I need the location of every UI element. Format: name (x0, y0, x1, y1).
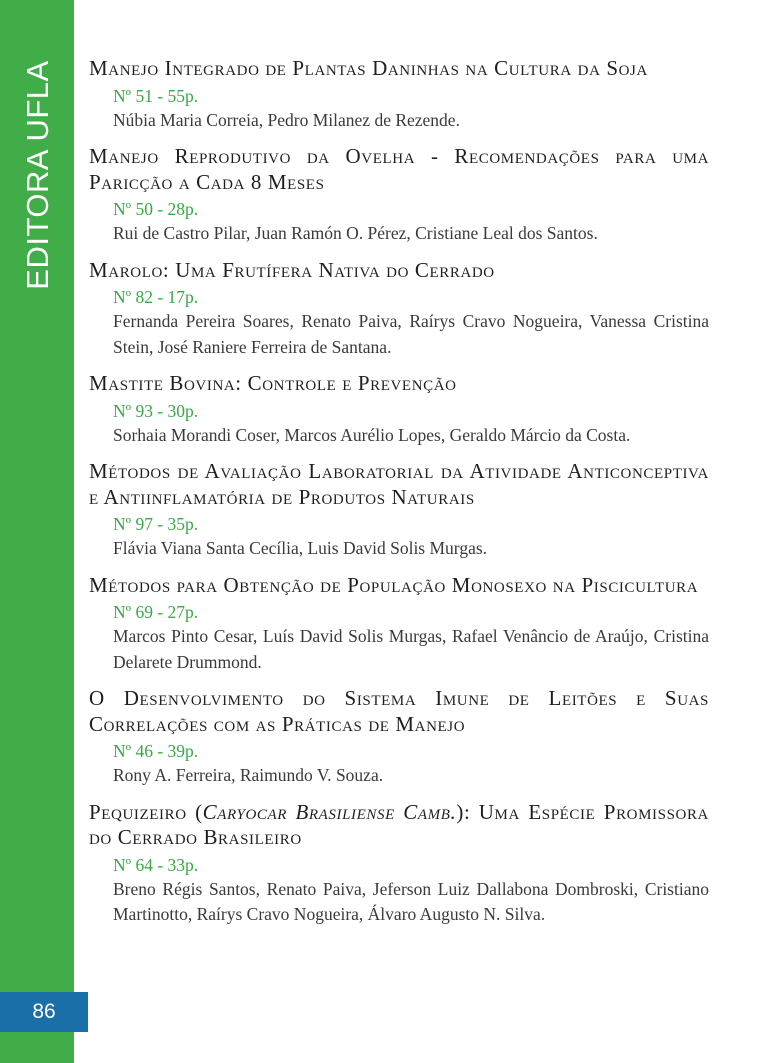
entry-title-start: Pequizeiro ( (89, 799, 203, 824)
entry-authors: Fernanda Pereira Soares, Renato Paiva, Raírys Cravo Nogueira, Vanessa Cristina Stein, José Raniere Ferreira de Santana. (113, 311, 709, 357)
entry-number: Nº 50 - 28p. (113, 199, 199, 219)
entry-number: Nº 46 - 39p. (113, 741, 199, 761)
entry-authors: Marcos Pinto Cesar, Luís David Solis Murgas, Rafael Venâncio de Araújo, Cristina Delarete Drummond. (113, 626, 709, 672)
entry-title-end: ): Uma Espécie Promissora do Cerrado Brasileiro (89, 799, 709, 849)
catalog-entry (89, 800, 709, 928)
entry-title: Manejo Integrado de Plantas Daninhas na Cultura da Soja (89, 56, 648, 80)
entry-number: Nº 97 - 35p. (113, 514, 199, 534)
entry-title: Métodos para Obtenção de População Monosexo na Piscicultura (89, 572, 699, 597)
entry-authors: Rui de Castro Pilar, Juan Ramón O. Pérez, Cristiane Leal dos Santos. (113, 223, 598, 243)
entry-title (89, 800, 709, 851)
catalog-entry (89, 686, 709, 789)
entry-title: Manejo Reprodutivo da Ovelha - Recomendações para uma Paricção a Cada 8 Meses (89, 144, 709, 194)
entry-title: Métodos de Avaliação Laboratorial da Atividade Anticonceptiva e Antiinflamatória de Produtos Naturais (89, 459, 709, 509)
entry-title: Marolo: Uma Frutífera Nativa do Cerrado (89, 257, 495, 282)
entry-number: Nº 82 - 17p. (113, 287, 199, 307)
catalog-list (89, 56, 709, 939)
entry-authors: Sorhaia Morandi Coser, Marcos Aurélio Lopes, Geraldo Márcio da Costa. (113, 424, 631, 445)
entry-authors: Flávia Viana Santa Cecília, Luis David Solis Murgas. (113, 538, 488, 558)
entry-number: Nº 64 - 33p. (113, 854, 199, 875)
entry-authors: Rony A. Ferreira, Raimundo V. Souza. (113, 765, 384, 785)
sidebar-title: EDITORA UFLA (20, 60, 55, 290)
entry-number: Nº 69 - 27p. (113, 602, 199, 622)
entry-number: Nº 51 - 55p. (113, 85, 199, 106)
sidebar (0, 0, 74, 1063)
catalog-entry (89, 258, 709, 361)
catalog-entry (89, 56, 709, 133)
entry-title: Mastite Bovina: Controle e Prevenção (89, 371, 457, 395)
catalog-entry (89, 573, 709, 676)
entry-authors: Breno Régis Santos, Renato Paiva, Jeferson Luiz Dallabona Dombroski, Cristiano Martinotto, Raírys Cravo Nogueira, Álvaro Augusto N. Silva. (113, 878, 709, 924)
entry-title-species: Caryocar Brasiliense Camb. (202, 799, 457, 824)
entry-authors: Núbia Maria Correia, Pedro Milanez de Rezende. (113, 109, 460, 130)
catalog-entry (89, 144, 709, 247)
page-number: 86 (32, 1000, 56, 1023)
entry-number: Nº 93 - 30p. (113, 400, 199, 421)
catalog-entry (89, 371, 709, 448)
catalog-entry (89, 459, 709, 562)
entry-title: O Desenvolvimento do Sistema Imune de Leitões e Suas Correlações com as Práticas de Manejo (89, 686, 709, 736)
